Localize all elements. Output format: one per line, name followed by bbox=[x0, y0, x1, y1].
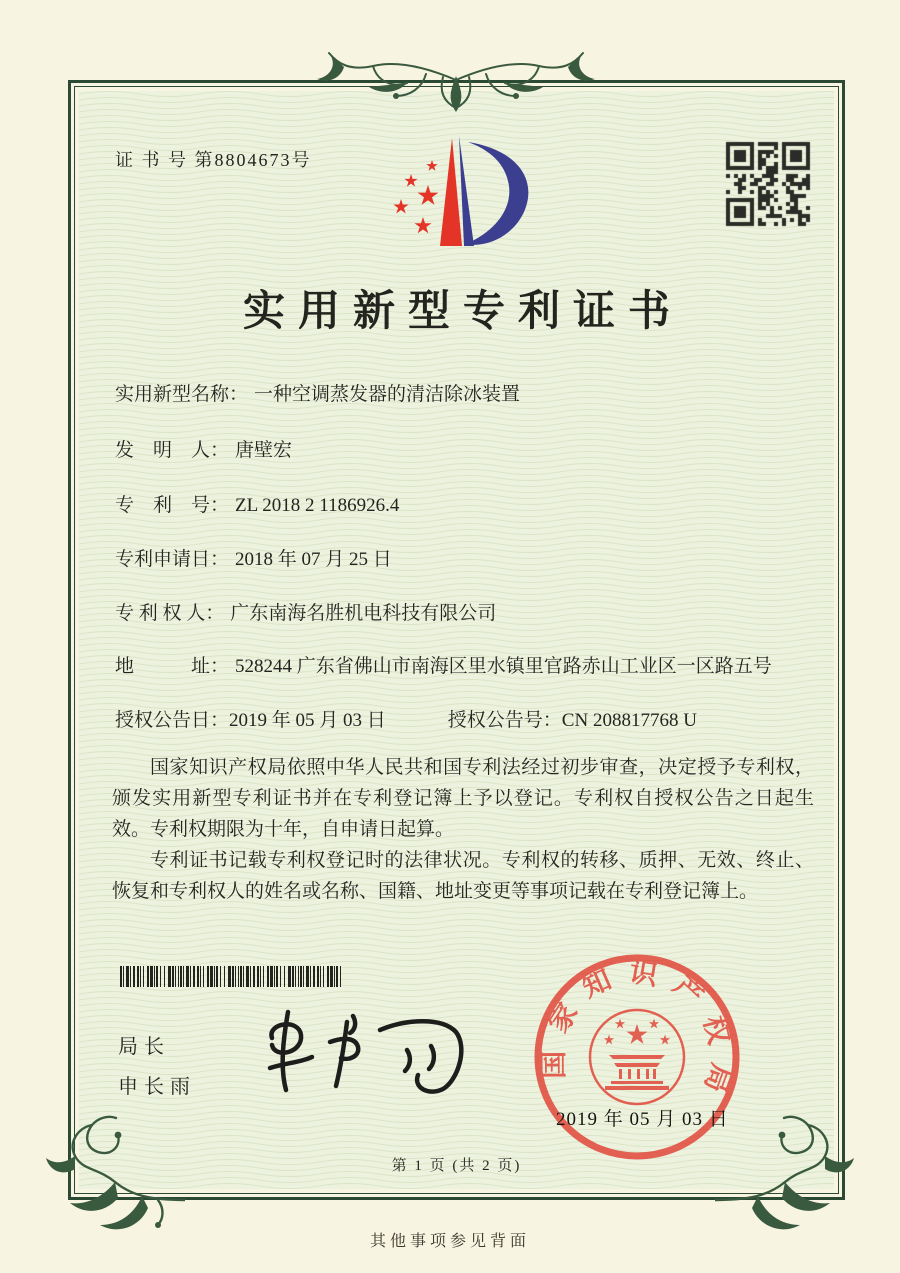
field-label: 地 址： bbox=[115, 656, 230, 677]
field-value: 广东南海名胜机电科技有限公司 bbox=[230, 603, 497, 624]
back-note: 其他事项参见背面 bbox=[369, 1233, 530, 1250]
barcode bbox=[120, 966, 348, 987]
seal-date: 2019 年 05 月 03 日 bbox=[556, 1109, 729, 1130]
national-emblem-icon bbox=[590, 1010, 684, 1104]
field-value: 2018 年 07 月 25 日 bbox=[235, 549, 392, 570]
field-value: 2019 年 05 月 03 日 bbox=[229, 710, 386, 731]
field-value: CN 208817768 U bbox=[561, 710, 697, 731]
officer-title: 局长 bbox=[118, 1036, 170, 1058]
top-center-flourish-ornament bbox=[276, 36, 636, 128]
field-value: 528244 广东省佛山市南海区里水镇里官路赤山工业区一区路五号 bbox=[235, 656, 772, 677]
field-value: ZL 2018 2 1186926.4 bbox=[235, 495, 400, 516]
field-label: 专 利 权 人： bbox=[115, 603, 225, 624]
seal-text: 国家知识产权局 bbox=[538, 956, 738, 1111]
field-grant-row bbox=[115, 707, 807, 734]
officer-name: 申长雨 bbox=[118, 1076, 196, 1098]
qr-code bbox=[724, 140, 812, 228]
field-label: 授权公告日： bbox=[115, 710, 230, 731]
bottom-left-flourish-ornament bbox=[40, 1112, 185, 1247]
field-grant-date bbox=[115, 707, 386, 734]
legal-paragraph-2: 专利证书记载专利权登记时的法律状况。专利权的转移、质押、无效、终止、恢复和专利权人的姓名或名称、国籍、地址变更等事项记载在专利登记簿上。 bbox=[112, 850, 814, 902]
field-label: 实用新型名称： bbox=[115, 384, 249, 405]
field-label: 发 明 人： bbox=[115, 440, 230, 461]
certificate-number: 证 书 号 第8804673号 bbox=[115, 150, 312, 170]
field-value: 一种空调蒸发器的清洁除冰装置 bbox=[254, 384, 521, 405]
field-grant-number bbox=[448, 707, 697, 734]
field-value: 唐壁宏 bbox=[235, 440, 293, 461]
field-inventor bbox=[115, 437, 807, 464]
field-patent-number bbox=[115, 492, 807, 519]
field-label: 授权公告号： bbox=[447, 710, 562, 731]
field-label: 专 利 号： bbox=[115, 495, 230, 516]
page-number: 第 1 页 (共 2 页) bbox=[391, 1158, 522, 1174]
cnipa-logo-icon bbox=[372, 128, 552, 258]
official-seal bbox=[527, 947, 747, 1167]
field-label: 专利申请日： bbox=[115, 549, 230, 570]
legal-paragraph-1: 国家知识产权局依照中华人民共和国专利法经过初步审查，决定授予专利权，颁发实用新型专利证书并在专利登记簿上予以登记。专利权自授权公告之日起生效。专利权期限为十年，自申请日起算。 bbox=[112, 757, 814, 840]
signature-shen-changyu bbox=[250, 996, 480, 1106]
field-filing-date bbox=[115, 546, 807, 573]
field-address bbox=[115, 653, 807, 680]
field-patent-name bbox=[115, 381, 807, 408]
field-patentee bbox=[115, 600, 807, 627]
certificate-title: 实用新型专利证书 bbox=[242, 289, 683, 335]
legal-text bbox=[112, 752, 814, 907]
